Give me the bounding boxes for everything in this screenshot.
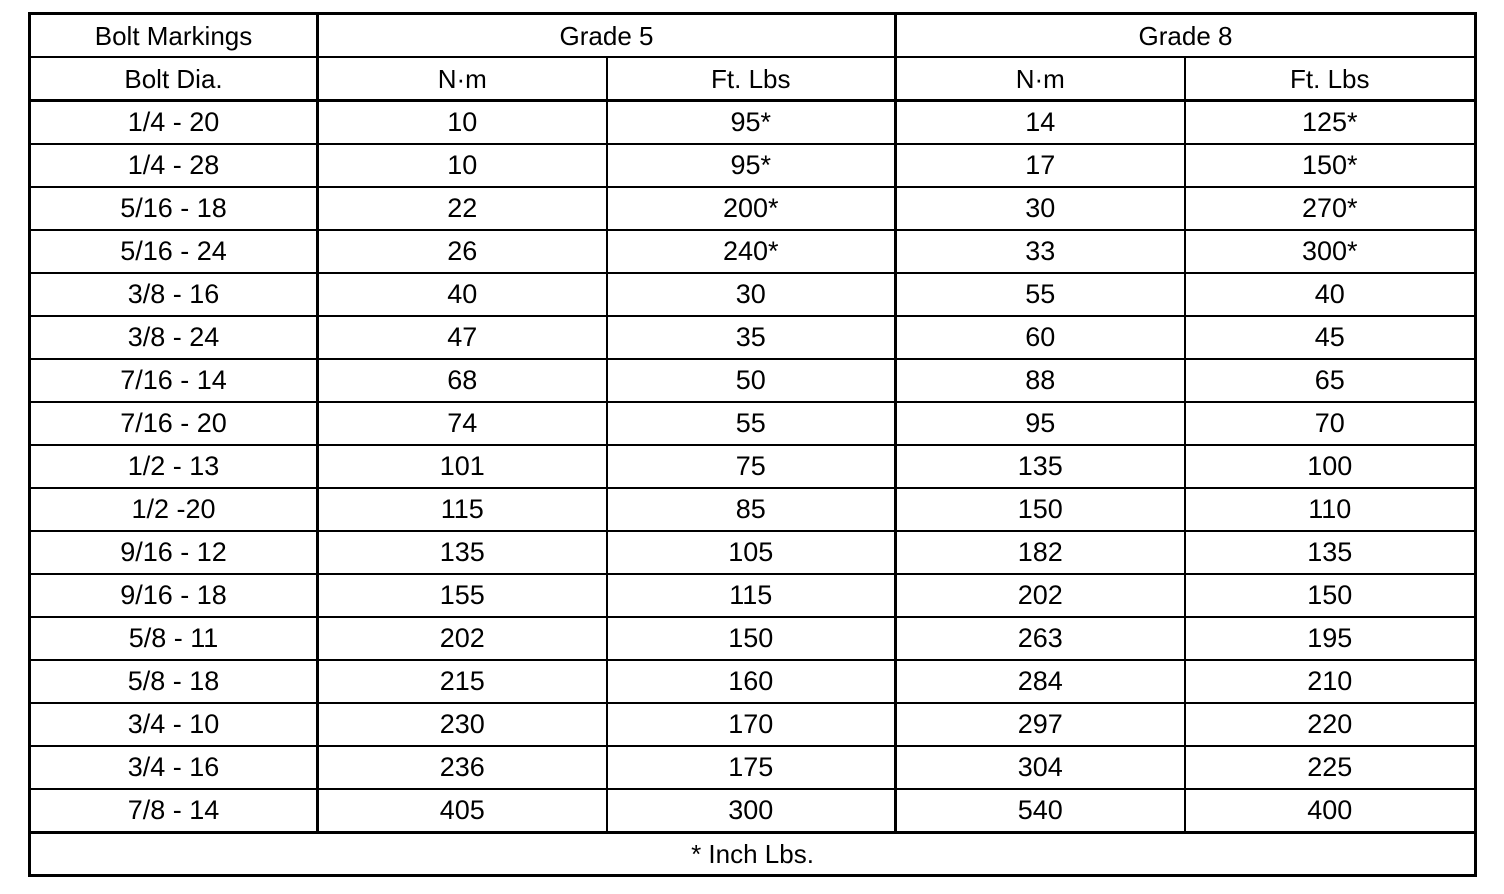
grade8-ftlbs-cell: 210 [1185,660,1476,703]
grade8-nm-cell: 95 [896,402,1185,445]
table-row [30,101,1476,145]
grade5-nm-cell: 215 [318,660,607,703]
footer-note: * Inch Lbs. [30,833,1476,876]
bolt-diameter-cell: 5/8 - 11 [30,617,318,660]
grade8-ftlbs-cell: 225 [1185,746,1476,789]
bolt-diameter-cell: 7/8 - 14 [30,789,318,833]
grade5-nm-cell: 101 [318,445,607,488]
grade5-nm-cell: 74 [318,402,607,445]
bolt-diameter-cell: 5/16 - 24 [30,230,318,273]
table-row [30,359,1476,402]
grade8-ftlbs-cell: 70 [1185,402,1476,445]
header-row-units [30,57,1476,101]
bolt-diameter-cell: 7/16 - 20 [30,402,318,445]
grade5-ftlbs-cell: 30 [607,273,896,316]
grade5-nm-cell: 405 [318,789,607,833]
grade5-ftlbs-cell: 75 [607,445,896,488]
bolt-diameter-cell: 9/16 - 12 [30,531,318,574]
header-bolt-markings: Bolt Markings [30,14,318,58]
bolt-diameter-cell: 5/16 - 18 [30,187,318,230]
header-grade8-nm: N·m [896,57,1185,101]
grade8-ftlbs-cell: 400 [1185,789,1476,833]
grade5-nm-cell: 236 [318,746,607,789]
grade8-nm-cell: 297 [896,703,1185,746]
grade5-ftlbs-cell: 50 [607,359,896,402]
grade5-ftlbs-cell: 200* [607,187,896,230]
table-row [30,144,1476,187]
table-row [30,316,1476,359]
grade5-ftlbs-cell: 85 [607,488,896,531]
bolt-diameter-cell: 9/16 - 18 [30,574,318,617]
grade8-ftlbs-cell: 150 [1185,574,1476,617]
grade8-ftlbs-cell: 40 [1185,273,1476,316]
header-grade8-ftlbs: Ft. Lbs [1185,57,1476,101]
grade8-nm-cell: 14 [896,101,1185,145]
torque-table-container [28,12,1474,872]
grade5-ftlbs-cell: 55 [607,402,896,445]
footer-row [30,833,1476,876]
grade5-nm-cell: 10 [318,144,607,187]
table-row [30,445,1476,488]
grade8-nm-cell: 135 [896,445,1185,488]
grade8-nm-cell: 304 [896,746,1185,789]
grade5-ftlbs-cell: 300 [607,789,896,833]
grade5-ftlbs-cell: 160 [607,660,896,703]
grade5-nm-cell: 22 [318,187,607,230]
bolt-diameter-cell: 1/2 -20 [30,488,318,531]
grade5-nm-cell: 115 [318,488,607,531]
table-row [30,488,1476,531]
bolt-diameter-cell: 3/8 - 24 [30,316,318,359]
table-row [30,531,1476,574]
bolt-diameter-cell: 1/2 - 13 [30,445,318,488]
header-grade5-nm: N·m [318,57,607,101]
table-row [30,789,1476,833]
table-row [30,574,1476,617]
grade8-ftlbs-cell: 300* [1185,230,1476,273]
header-bolt-dia: Bolt Dia. [30,57,318,101]
grade8-nm-cell: 263 [896,617,1185,660]
grade5-nm-cell: 40 [318,273,607,316]
grade8-ftlbs-cell: 135 [1185,531,1476,574]
grade8-ftlbs-cell: 125* [1185,101,1476,145]
grade5-nm-cell: 10 [318,101,607,145]
bolt-diameter-cell: 1/4 - 28 [30,144,318,187]
grade5-nm-cell: 47 [318,316,607,359]
grade8-nm-cell: 33 [896,230,1185,273]
table-row [30,230,1476,273]
grade8-nm-cell: 150 [896,488,1185,531]
grade5-nm-cell: 155 [318,574,607,617]
grade8-ftlbs-cell: 150* [1185,144,1476,187]
table-row [30,660,1476,703]
table-row [30,703,1476,746]
grade5-nm-cell: 202 [318,617,607,660]
grade5-nm-cell: 135 [318,531,607,574]
grade8-ftlbs-cell: 270* [1185,187,1476,230]
grade8-nm-cell: 540 [896,789,1185,833]
header-grade-8: Grade 8 [896,14,1476,58]
bolt-diameter-cell: 3/4 - 10 [30,703,318,746]
grade5-ftlbs-cell: 170 [607,703,896,746]
grade8-nm-cell: 55 [896,273,1185,316]
bolt-diameter-cell: 7/16 - 14 [30,359,318,402]
grade8-nm-cell: 284 [896,660,1185,703]
grade8-nm-cell: 182 [896,531,1185,574]
grade8-nm-cell: 30 [896,187,1185,230]
grade5-nm-cell: 68 [318,359,607,402]
grade8-ftlbs-cell: 100 [1185,445,1476,488]
grade5-ftlbs-cell: 105 [607,531,896,574]
grade8-nm-cell: 202 [896,574,1185,617]
grade5-ftlbs-cell: 150 [607,617,896,660]
table-row [30,746,1476,789]
bolt-diameter-cell: 3/8 - 16 [30,273,318,316]
grade8-ftlbs-cell: 195 [1185,617,1476,660]
grade5-ftlbs-cell: 35 [607,316,896,359]
header-grade5-ftlbs: Ft. Lbs [607,57,896,101]
grade5-ftlbs-cell: 240* [607,230,896,273]
bolt-torque-table [28,12,1477,877]
bolt-diameter-cell: 1/4 - 20 [30,101,318,145]
grade5-nm-cell: 26 [318,230,607,273]
grade5-ftlbs-cell: 115 [607,574,896,617]
table-row [30,402,1476,445]
grade5-ftlbs-cell: 95* [607,101,896,145]
grade5-nm-cell: 230 [318,703,607,746]
grade8-nm-cell: 60 [896,316,1185,359]
table-row [30,187,1476,230]
bolt-diameter-cell: 3/4 - 16 [30,746,318,789]
header-grade-5: Grade 5 [318,14,896,58]
table-row [30,617,1476,660]
table-row [30,273,1476,316]
grade8-nm-cell: 88 [896,359,1185,402]
grade8-ftlbs-cell: 65 [1185,359,1476,402]
bolt-diameter-cell: 5/8 - 18 [30,660,318,703]
grade5-ftlbs-cell: 175 [607,746,896,789]
grade5-ftlbs-cell: 95* [607,144,896,187]
header-row-grades [30,14,1476,58]
grade8-nm-cell: 17 [896,144,1185,187]
grade8-ftlbs-cell: 220 [1185,703,1476,746]
grade8-ftlbs-cell: 110 [1185,488,1476,531]
grade8-ftlbs-cell: 45 [1185,316,1476,359]
